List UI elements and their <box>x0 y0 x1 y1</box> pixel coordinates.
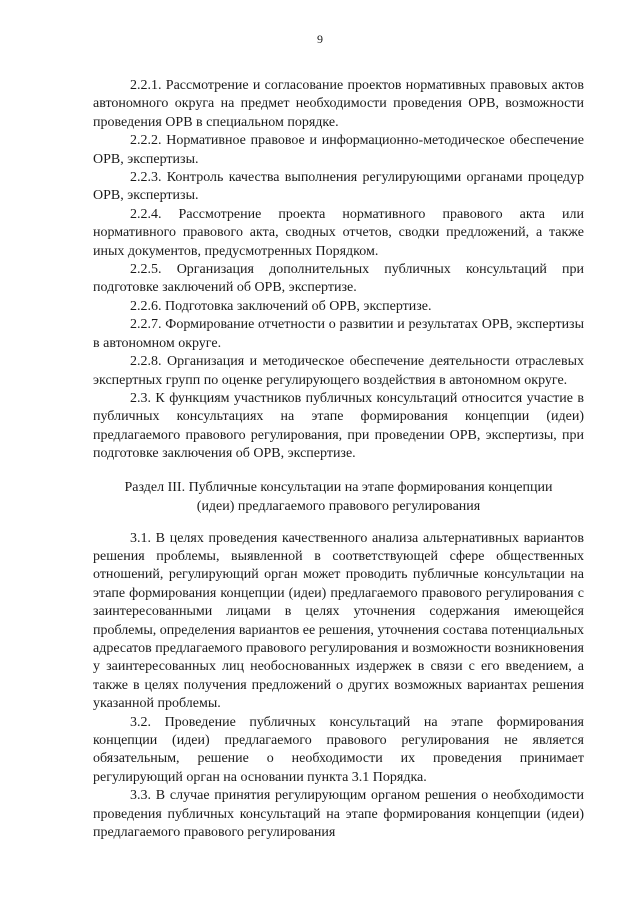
paragraph-3-1: 3.1. В целях проведения качественного анализа альтернативных вариантов решения проблемы, выявленной в соответствующей сфере общественных отношений, регулирующий орган может проводить публичные консультации на этапе формирования концепции (идеи) предлагаемого правового регулирования с заинтересованными лицами в целях уточнения содержания имеющейся проблемы, определения вариантов ее решения, уточнения состава потенциальных адресатов предлагаемого правового регулирования и возможности возникновения у заинтересованных лиц необоснованных издержек в связи с его введением, а также в целях получения предложений о других возможных вариантах решения указанной проблемы. <box>93 530 584 712</box>
paragraph-2-2-3: 2.2.3. Контроль качества выполнения регулирующими органами процедур ОРВ, экспертизы. <box>93 170 584 204</box>
paragraph-2-3: 2.3. К функциям участников публичных консультаций относится участие в публичных консультациях на этапе формирования концепции (идеи) предлагаемого правового регулирования, при проведении ОРВ, экспертизы, при подготовке заключения об ОРВ, экспертизе. <box>93 390 584 462</box>
section-heading-line-2: (идеи) предлагаемого правового регулирования <box>196 498 481 514</box>
section-heading-line-1: Раздел III. Публичные консультации на этапе формирования концепции <box>124 479 553 495</box>
page-number: 9 <box>317 32 323 46</box>
paragraph-3-3: 3.3. В случае принятия регулирующим органом решения о необходимости проведения публичных консультаций на этапе формирования концепции (идеи) предлагаемого правового регулирования <box>93 788 584 841</box>
paragraph-2-2-2: 2.2.2. Нормативное правовое и информационно-методическое обеспечение ОРВ, экспертизы. <box>93 133 584 167</box>
paragraph-2-2-8: 2.2.8. Организация и методическое обеспечение деятельности отраслевых экспертных групп по оценке регулирующего воздействия в автономном округе. <box>93 354 584 388</box>
section-heading <box>93 478 584 516</box>
paragraph-3-2: 3.2. Проведение публичных консультаций на этапе формирования концепции (идеи) предлагаемого правового регулирования не является обязательным, решение о необходимости их проведения принимает регулирующий орган на основании пункта 3.1 Порядка. <box>93 714 584 785</box>
spacer <box>93 464 584 478</box>
spacer <box>93 516 584 530</box>
paragraph-2-2-1: 2.2.1. Рассмотрение и согласование проектов нормативных правовых актов автономного округа на предмет необходимости проведения ОРВ, возможности проведения ОРВ в специальном порядке. <box>93 78 584 130</box>
paragraph-2-2-6: 2.2.6. Подготовка заключений об ОРВ, экспертизе. <box>130 298 432 314</box>
document-body <box>93 77 584 842</box>
paragraph-2-2-7: 2.2.7. Формирование отчетности о развитии и результатах ОРВ, экспертизы в автономном округе. <box>93 317 584 351</box>
paragraph-2-2-4: 2.2.4. Рассмотрение проекта нормативного правового акта или нормативного правового акта, сводных отчетов, сводки предложений, а также иных документов, предусмотренных Порядком. <box>93 206 584 259</box>
paragraph-2-2-5: 2.2.5. Организация дополнительных публичных консультаций при подготовке заключений об ОРВ, экспертизе. <box>93 262 584 296</box>
